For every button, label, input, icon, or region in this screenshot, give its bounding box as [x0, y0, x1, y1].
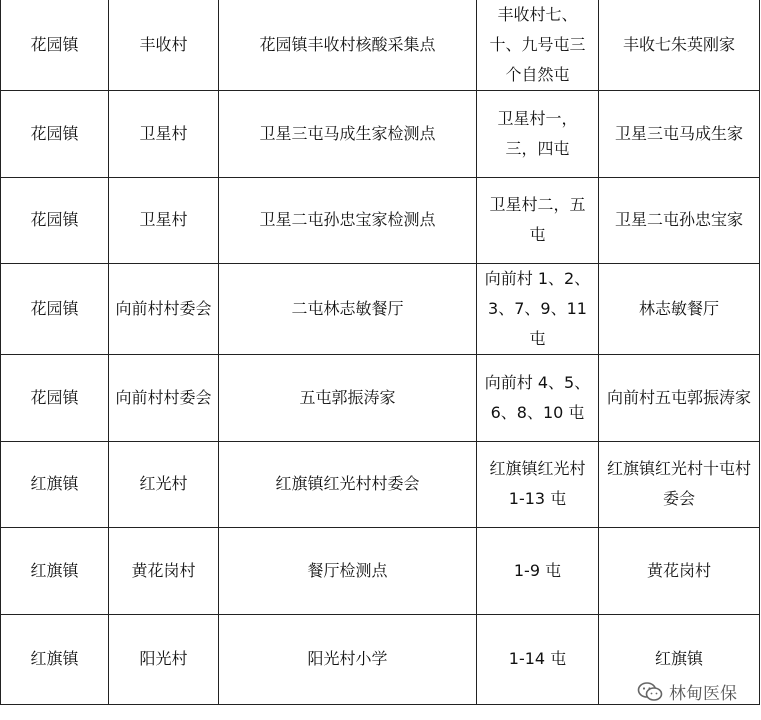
cell-coverage: 丰收村七、十、九号屯三个自然屯 — [477, 0, 599, 91]
cell-coverage: 卫星村二，五屯 — [477, 177, 599, 264]
cell-site: 餐厅检测点 — [219, 528, 477, 615]
cell-village: 黄花岗村 — [109, 528, 219, 615]
cell-location: 卫星二屯孙忠宝家 — [599, 177, 760, 264]
cell-site: 卫星三屯马成生家检测点 — [219, 91, 477, 178]
cell-site: 阳光村小学 — [219, 614, 477, 704]
cell-village: 阳光村 — [109, 614, 219, 704]
cell-location: 卫星三屯马成生家 — [599, 91, 760, 178]
cell-coverage: 卫星村一，三，四屯 — [477, 91, 599, 178]
cell-coverage: 向前村 1、2、3、7、9、11 屯 — [477, 264, 599, 355]
cell-site: 五屯郭振涛家 — [219, 355, 477, 442]
cell-site: 二屯林志敏餐厅 — [219, 264, 477, 355]
cell-town: 红旗镇 — [1, 528, 109, 615]
cell-town: 花园镇 — [1, 355, 109, 442]
cell-location: 林志敏餐厅 — [599, 264, 760, 355]
cell-location: 黄花岗村 — [599, 528, 760, 615]
cell-location: 向前村五屯郭振涛家 — [599, 355, 760, 442]
wechat-official-account-icon — [637, 681, 663, 703]
cell-village: 卫星村 — [109, 177, 219, 264]
table-row — [1, 177, 760, 264]
cell-town: 红旗镇 — [1, 614, 109, 704]
cell-town: 花园镇 — [1, 91, 109, 178]
table-row — [1, 91, 760, 178]
cell-coverage: 1-14 屯 — [477, 614, 599, 704]
cell-village: 向前村村委会 — [109, 264, 219, 355]
cell-location: 丰收七朱英刚家 — [599, 0, 760, 91]
cell-town: 花园镇 — [1, 177, 109, 264]
cell-coverage: 红旗镇红光村 1-13 屯 — [477, 441, 599, 528]
table-row — [1, 441, 760, 528]
table-row — [1, 264, 760, 355]
cell-village: 红光村 — [109, 441, 219, 528]
cell-site: 卫星二屯孙忠宝家检测点 — [219, 177, 477, 264]
cell-location: 红旗镇 — [599, 614, 760, 704]
cell-coverage: 向前村 4、5、6、8、10 屯 — [477, 355, 599, 442]
watermark — [635, 679, 739, 704]
cell-village: 向前村村委会 — [109, 355, 219, 442]
table-row — [1, 355, 760, 442]
cell-site: 红旗镇红光村村委会 — [219, 441, 477, 528]
cell-village: 丰收村 — [109, 0, 219, 91]
cell-coverage: 1-9 屯 — [477, 528, 599, 615]
table-body — [1, 0, 760, 704]
cell-town: 红旗镇 — [1, 441, 109, 528]
table-row — [1, 0, 760, 91]
cell-location: 红旗镇红光村十屯村委会 — [599, 441, 760, 528]
table-row — [1, 528, 760, 615]
cell-town: 花园镇 — [1, 264, 109, 355]
cell-village: 卫星村 — [109, 91, 219, 178]
cell-site: 花园镇丰收村核酸采集点 — [219, 0, 477, 91]
watermark-text: 林甸医保 — [669, 684, 737, 704]
cell-town: 花园镇 — [1, 0, 109, 91]
